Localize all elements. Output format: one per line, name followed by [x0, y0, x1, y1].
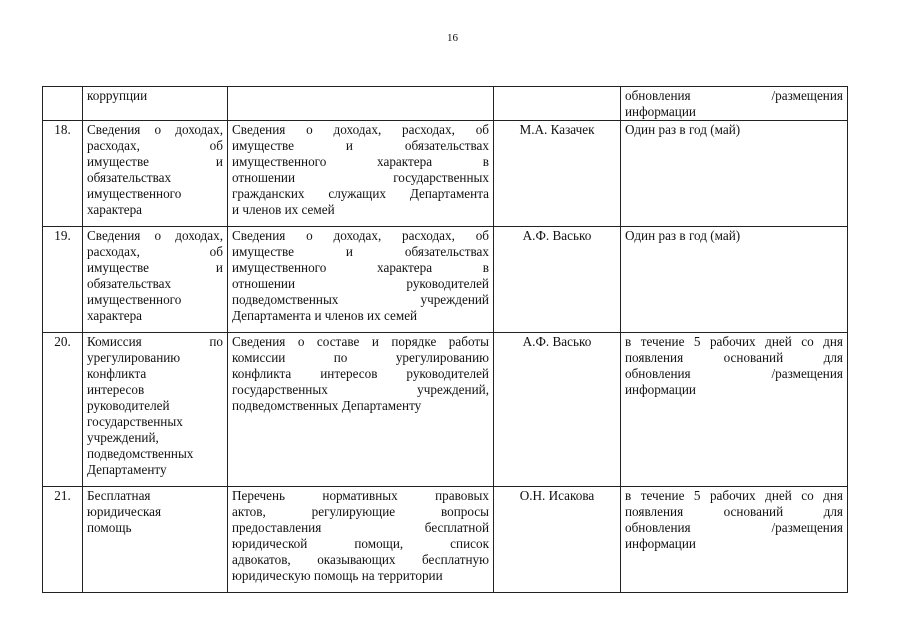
cell-line: гражданских служащих Департамента [232, 186, 489, 201]
cell-line: появления оснований для [625, 350, 843, 365]
cell-line: обновления /размещения [625, 520, 843, 535]
cell-line: в течение 5 рабочих дней со дня [625, 488, 843, 503]
cell-line: адвокатов, оказывающих бесплатную [232, 552, 489, 567]
cell-line: Сведения о доходах, [87, 122, 223, 137]
cell-line: Сведения о доходах, [87, 228, 223, 243]
cell-deadline [621, 87, 848, 121]
cell-content [228, 333, 494, 487]
cell-line: имуществе и обязательствах [232, 138, 489, 153]
cell-line: Департамента и членов их семей [232, 308, 418, 323]
table-body [43, 87, 848, 593]
cell-line: государственных учреждений, [232, 382, 489, 397]
cell-line: расходах, об [87, 138, 223, 153]
cell-content [228, 87, 494, 121]
cell-line: юридическая [87, 504, 162, 519]
cell-line: предоставления бесплатной [232, 520, 489, 535]
cell-responsible [494, 87, 621, 121]
cell-line: Сведения о доходах, расходах, об [232, 122, 489, 137]
cell-line: имуществе и [87, 154, 223, 169]
cell-responsible: А.Ф. Васько [494, 333, 621, 487]
cell-line: обновления /размещения [625, 366, 843, 381]
cell-content [228, 487, 494, 593]
cell-line: интересов [87, 382, 145, 397]
cell-line: имущественного [87, 186, 182, 201]
cell-line: Сведения о доходах, расходах, об [232, 228, 489, 243]
cell-name [83, 333, 228, 487]
cell-line: обязательствах [87, 276, 172, 291]
cell-responsible: О.Н. Исакова [494, 487, 621, 593]
cell-content [228, 121, 494, 227]
table-row [43, 227, 848, 333]
cell-line: информации [625, 104, 696, 119]
cell-line: Бесплатная [87, 488, 151, 503]
cell-content [228, 227, 494, 333]
cell-line: актов, регулирующие вопросы [232, 504, 489, 519]
cell-line: и членов их семей [232, 202, 335, 217]
cell-deadline [621, 487, 848, 593]
cell-line: имущественного [87, 292, 182, 307]
cell-number: 18. [43, 121, 83, 227]
cell-line: руководителей [87, 398, 170, 413]
cell-line: конфликта [87, 366, 147, 381]
cell-name [83, 487, 228, 593]
cell-number: 21. [43, 487, 83, 593]
cell-line: Сведения о составе и порядке работы [232, 334, 489, 349]
cell-line: юридической помощи, список [232, 536, 489, 551]
cell-line: юридическую помощь на территории [232, 568, 443, 583]
cell-line: подведомственных [87, 446, 194, 461]
cell-line: имущественного характера в [232, 260, 489, 275]
cell-name [83, 87, 228, 121]
cell-name [83, 227, 228, 333]
table-row [43, 333, 848, 487]
cell-line: имуществе и [87, 260, 223, 275]
cell-line: расходах, об [87, 244, 223, 259]
cell-responsible: А.Ф. Васько [494, 227, 621, 333]
cell-line: комиссии по урегулированию [232, 350, 489, 365]
cell-line: урегулированию [87, 350, 181, 365]
cell-name [83, 121, 228, 227]
cell-line: коррупции [87, 88, 148, 103]
cell-line: государственных [87, 414, 183, 429]
cell-responsible: М.А. Казачек [494, 121, 621, 227]
cell-line: информации [625, 382, 696, 397]
cell-line: подведомственных учреждений [232, 292, 489, 307]
cell-line: характера [87, 308, 143, 323]
cell-number [43, 87, 83, 121]
cell-line: Один раз в год (май) [625, 122, 741, 137]
cell-line: обновления /размещения [625, 88, 843, 103]
cell-line: конфликта интересов руководителей [232, 366, 489, 381]
cell-line: информации [625, 536, 696, 551]
page-number: 16 [447, 32, 458, 44]
cell-line: обязательствах [87, 170, 172, 185]
table-row-continuation [43, 87, 848, 121]
cell-deadline [621, 227, 848, 333]
cell-line: отношении руководителей [232, 276, 489, 291]
cell-number: 20. [43, 333, 83, 487]
cell-line: имущественного характера в [232, 154, 489, 169]
cell-deadline [621, 333, 848, 487]
cell-line: Департаменту [87, 462, 167, 477]
cell-line: Перечень нормативных правовых [232, 488, 489, 503]
cell-deadline [621, 121, 848, 227]
document-table [42, 86, 848, 593]
cell-number: 19. [43, 227, 83, 333]
cell-line: характера [87, 202, 143, 217]
cell-line: Комиссия по [87, 334, 223, 349]
table-row [43, 121, 848, 227]
cell-line: Один раз в год (май) [625, 228, 741, 243]
cell-line: отношении государственных [232, 170, 489, 185]
cell-line: подведомственных Департаменту [232, 398, 422, 413]
cell-line: учреждений, [87, 430, 159, 445]
cell-line: имуществе и обязательствах [232, 244, 489, 259]
cell-line: помощь [87, 520, 132, 535]
cell-line: появления оснований для [625, 504, 843, 519]
table-row [43, 487, 848, 593]
cell-line: в течение 5 рабочих дней со дня [625, 334, 843, 349]
